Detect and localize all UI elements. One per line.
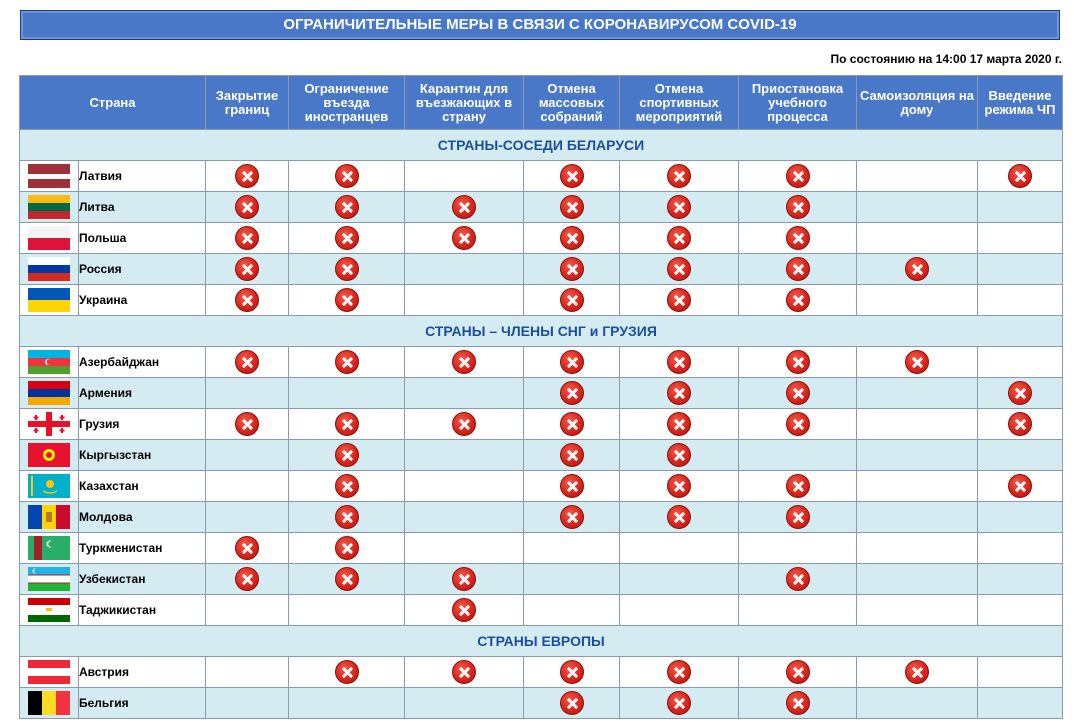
x-mark-icon [667, 195, 691, 219]
azerbaijan-flag [28, 350, 70, 374]
table-row [20, 657, 1063, 688]
cell-entry-restriction [289, 502, 405, 533]
cell-self-isolation [857, 378, 978, 409]
poland-flag [28, 226, 70, 250]
x-mark-icon [667, 381, 691, 405]
x-mark-icon [667, 288, 691, 312]
cell-border-closure [206, 285, 289, 316]
cell-education [739, 378, 857, 409]
cell-education [739, 440, 857, 471]
cell-entry-restriction [289, 533, 405, 564]
cell-education [739, 657, 857, 688]
cell-self-isolation [857, 223, 978, 254]
table-row [20, 254, 1063, 285]
cell-sports-events [620, 285, 739, 316]
x-mark-icon [667, 164, 691, 188]
x-mark-icon [560, 381, 584, 405]
x-mark-icon [667, 691, 691, 715]
cell-entry-restriction [289, 378, 405, 409]
cell-entry-restriction [289, 285, 405, 316]
x-mark-icon [452, 226, 476, 250]
cell-entry-restriction [289, 192, 405, 223]
cell-education [739, 409, 857, 440]
x-mark-icon [235, 257, 259, 281]
x-mark-icon [905, 257, 929, 281]
column-header-emergency: Введение режима ЧП [978, 76, 1063, 130]
flag-cell [20, 192, 79, 223]
country-name: Узбекистан [79, 564, 206, 595]
country-name: Таджикистан [79, 595, 206, 626]
cell-border-closure [206, 223, 289, 254]
table-row [20, 192, 1063, 223]
cell-self-isolation [857, 409, 978, 440]
cell-quarantine [405, 533, 524, 564]
country-name: Бельгия [79, 688, 206, 719]
x-mark-icon [452, 350, 476, 374]
cell-quarantine [405, 285, 524, 316]
cell-mass-gatherings [524, 595, 620, 626]
cell-quarantine [405, 347, 524, 378]
kazakhstan-flag [28, 474, 70, 498]
cell-emergency [978, 378, 1063, 409]
cell-self-isolation [857, 595, 978, 626]
cell-sports-events [620, 223, 739, 254]
cell-self-isolation [857, 285, 978, 316]
cell-mass-gatherings [524, 378, 620, 409]
country-name: Азербайджан [79, 347, 206, 378]
x-mark-icon [452, 195, 476, 219]
section-row [20, 316, 1063, 347]
flag-cell [20, 347, 79, 378]
cell-sports-events [620, 409, 739, 440]
x-mark-icon [235, 226, 259, 250]
x-mark-icon [1008, 381, 1032, 405]
cell-education [739, 192, 857, 223]
cell-entry-restriction [289, 595, 405, 626]
cell-education [739, 161, 857, 192]
lithuania-flag [28, 195, 70, 219]
cell-border-closure [206, 440, 289, 471]
cell-entry-restriction [289, 347, 405, 378]
cell-self-isolation [857, 502, 978, 533]
x-mark-icon [667, 660, 691, 684]
cell-mass-gatherings [524, 409, 620, 440]
cell-quarantine [405, 471, 524, 502]
x-mark-icon [560, 257, 584, 281]
cell-entry-restriction [289, 161, 405, 192]
x-mark-icon [786, 412, 810, 436]
date-line: По состоянию на 14:00 17 марта 2020 г. [830, 52, 1062, 66]
cell-entry-restriction [289, 440, 405, 471]
cell-education [739, 347, 857, 378]
turkmenistan-flag [28, 536, 70, 560]
x-mark-icon [667, 257, 691, 281]
cell-mass-gatherings [524, 285, 620, 316]
x-mark-icon [560, 443, 584, 467]
cell-education [739, 595, 857, 626]
country-name: Австрия [79, 657, 206, 688]
flag-cell [20, 409, 79, 440]
cell-border-closure [206, 378, 289, 409]
cell-entry-restriction [289, 688, 405, 719]
cell-education [739, 502, 857, 533]
cell-education [739, 564, 857, 595]
cell-emergency [978, 192, 1063, 223]
x-mark-icon [560, 660, 584, 684]
cell-emergency [978, 409, 1063, 440]
section-title: СТРАНЫ – ЧЛЕНЫ СНГ и ГРУЗИЯ [20, 316, 1063, 347]
x-mark-icon [335, 226, 359, 250]
armenia-flag [28, 381, 70, 405]
x-mark-icon [786, 226, 810, 250]
flag-cell [20, 254, 79, 285]
table-row [20, 285, 1063, 316]
table-row [20, 595, 1063, 626]
cell-education [739, 254, 857, 285]
table-row [20, 471, 1063, 502]
kyrgyzstan-flag [28, 443, 70, 467]
x-mark-icon [335, 195, 359, 219]
x-mark-icon [786, 257, 810, 281]
cell-sports-events [620, 254, 739, 285]
x-mark-icon [560, 691, 584, 715]
section-title: СТРАНЫ-СОСЕДИ БЕЛАРУСИ [20, 130, 1063, 161]
country-name: Казахстан [79, 471, 206, 502]
x-mark-icon [786, 567, 810, 591]
column-header-mass-gatherings: Отмена массовых собраний [524, 76, 620, 130]
x-mark-icon [335, 536, 359, 560]
cell-emergency [978, 564, 1063, 595]
table-row [20, 347, 1063, 378]
x-mark-icon [905, 350, 929, 374]
country-name: Армения [79, 378, 206, 409]
cell-mass-gatherings [524, 161, 620, 192]
column-header-quarantine: Карантин для въезжающих в страну [405, 76, 524, 130]
x-mark-icon [452, 412, 476, 436]
x-mark-icon [1008, 164, 1032, 188]
country-name: Польша [79, 223, 206, 254]
cell-border-closure [206, 347, 289, 378]
cell-emergency [978, 471, 1063, 502]
cell-border-closure [206, 533, 289, 564]
x-mark-icon [786, 474, 810, 498]
x-mark-icon [786, 195, 810, 219]
cell-sports-events [620, 471, 739, 502]
x-mark-icon [667, 412, 691, 436]
cell-mass-gatherings [524, 564, 620, 595]
x-mark-icon [786, 164, 810, 188]
flag-cell [20, 533, 79, 564]
cell-education [739, 533, 857, 564]
cell-sports-events [620, 564, 739, 595]
table-row [20, 688, 1063, 719]
flag-cell [20, 564, 79, 595]
uzbekistan-flag [28, 567, 70, 591]
cell-self-isolation [857, 440, 978, 471]
cell-sports-events [620, 533, 739, 564]
column-header-self-isolation: Самоизоляция на дому [857, 76, 978, 130]
x-mark-icon [452, 598, 476, 622]
cell-emergency [978, 595, 1063, 626]
russia-flag [28, 257, 70, 281]
cell-quarantine [405, 502, 524, 533]
cell-self-isolation [857, 564, 978, 595]
table-row [20, 161, 1063, 192]
x-mark-icon [786, 381, 810, 405]
x-mark-icon [335, 474, 359, 498]
cell-sports-events [620, 595, 739, 626]
x-mark-icon [335, 443, 359, 467]
cell-sports-events [620, 502, 739, 533]
header-row [20, 76, 1063, 130]
cell-emergency [978, 254, 1063, 285]
table-row [20, 564, 1063, 595]
cell-mass-gatherings [524, 657, 620, 688]
country-name: Грузия [79, 409, 206, 440]
table-row [20, 502, 1063, 533]
x-mark-icon [335, 350, 359, 374]
x-mark-icon [667, 505, 691, 529]
ukraine-flag [28, 288, 70, 312]
flag-cell [20, 688, 79, 719]
country-name: Литва [79, 192, 206, 223]
column-header-sports-events: Отмена спортивных мероприятий [620, 76, 739, 130]
cell-sports-events [620, 347, 739, 378]
flag-cell [20, 502, 79, 533]
cell-sports-events [620, 378, 739, 409]
cell-sports-events [620, 440, 739, 471]
flag-cell [20, 657, 79, 688]
flag-cell [20, 285, 79, 316]
table-row [20, 378, 1063, 409]
cell-mass-gatherings [524, 223, 620, 254]
cell-emergency [978, 440, 1063, 471]
flag-cell [20, 440, 79, 471]
x-mark-icon [786, 660, 810, 684]
cell-quarantine [405, 657, 524, 688]
cell-emergency [978, 223, 1063, 254]
cell-education [739, 223, 857, 254]
cell-border-closure [206, 688, 289, 719]
cell-entry-restriction [289, 409, 405, 440]
cell-self-isolation [857, 471, 978, 502]
cell-quarantine [405, 688, 524, 719]
x-mark-icon [560, 195, 584, 219]
cell-quarantine [405, 192, 524, 223]
x-mark-icon [667, 226, 691, 250]
cell-quarantine [405, 564, 524, 595]
section-row [20, 130, 1063, 161]
cell-sports-events [620, 192, 739, 223]
x-mark-icon [560, 226, 584, 250]
country-name: Туркменистан [79, 533, 206, 564]
belgium-flag [28, 691, 70, 715]
page-title: ОГРАНИЧИТЕЛЬНЫЕ МЕРЫ В СВЯЗИ С КОРОНАВИРУСОМ COVID-19 [20, 10, 1060, 40]
cell-self-isolation [857, 657, 978, 688]
country-name: Кыргызстан [79, 440, 206, 471]
table-row [20, 440, 1063, 471]
x-mark-icon [786, 505, 810, 529]
x-mark-icon [335, 164, 359, 188]
x-mark-icon [667, 350, 691, 374]
country-name: Россия [79, 254, 206, 285]
flag-cell [20, 161, 79, 192]
x-mark-icon [667, 474, 691, 498]
x-mark-icon [452, 660, 476, 684]
cell-border-closure [206, 192, 289, 223]
cell-self-isolation [857, 192, 978, 223]
x-mark-icon [560, 505, 584, 529]
x-mark-icon [335, 660, 359, 684]
table-row [20, 533, 1063, 564]
cell-quarantine [405, 440, 524, 471]
x-mark-icon [335, 288, 359, 312]
x-mark-icon [335, 412, 359, 436]
x-mark-icon [786, 288, 810, 312]
x-mark-icon [235, 164, 259, 188]
cell-quarantine [405, 254, 524, 285]
cell-border-closure [206, 595, 289, 626]
cell-emergency [978, 285, 1063, 316]
x-mark-icon [560, 412, 584, 436]
restrictions-table [19, 75, 1063, 719]
cell-border-closure [206, 564, 289, 595]
x-mark-icon [235, 412, 259, 436]
cell-entry-restriction [289, 564, 405, 595]
cell-quarantine [405, 595, 524, 626]
tajikistan-flag [28, 598, 70, 622]
x-mark-icon [560, 164, 584, 188]
x-mark-icon [452, 567, 476, 591]
cell-education [739, 471, 857, 502]
cell-mass-gatherings [524, 533, 620, 564]
table-row [20, 409, 1063, 440]
x-mark-icon [235, 536, 259, 560]
x-mark-icon [235, 195, 259, 219]
moldova-flag [28, 505, 70, 529]
cell-quarantine [405, 378, 524, 409]
cell-mass-gatherings [524, 440, 620, 471]
cell-mass-gatherings [524, 688, 620, 719]
cell-self-isolation [857, 254, 978, 285]
cell-quarantine [405, 223, 524, 254]
flag-cell [20, 378, 79, 409]
flag-cell [20, 471, 79, 502]
x-mark-icon [235, 350, 259, 374]
cell-mass-gatherings [524, 192, 620, 223]
table-row [20, 223, 1063, 254]
cell-self-isolation [857, 347, 978, 378]
country-name: Молдова [79, 502, 206, 533]
cell-quarantine [405, 409, 524, 440]
x-mark-icon [235, 288, 259, 312]
cell-self-isolation [857, 533, 978, 564]
column-header-border-closure: Закрытие границ [206, 76, 289, 130]
cell-self-isolation [857, 161, 978, 192]
cell-sports-events [620, 161, 739, 192]
x-mark-icon [560, 474, 584, 498]
cell-border-closure [206, 254, 289, 285]
column-header-country: Страна [20, 76, 206, 130]
cell-border-closure [206, 161, 289, 192]
cell-emergency [978, 688, 1063, 719]
cell-entry-restriction [289, 254, 405, 285]
x-mark-icon [905, 660, 929, 684]
cell-sports-events [620, 688, 739, 719]
flag-cell [20, 595, 79, 626]
cell-border-closure [206, 409, 289, 440]
x-mark-icon [1008, 412, 1032, 436]
flag-cell [20, 223, 79, 254]
x-mark-icon [786, 691, 810, 715]
georgia-flag [28, 412, 70, 436]
cell-entry-restriction [289, 471, 405, 502]
cell-entry-restriction [289, 657, 405, 688]
cell-emergency [978, 347, 1063, 378]
cell-education [739, 688, 857, 719]
cell-border-closure [206, 502, 289, 533]
cell-sports-events [620, 657, 739, 688]
x-mark-icon [560, 350, 584, 374]
x-mark-icon [235, 567, 259, 591]
x-mark-icon [667, 443, 691, 467]
cell-quarantine [405, 161, 524, 192]
austria-flag [28, 660, 70, 684]
x-mark-icon [1008, 474, 1032, 498]
cell-education [739, 285, 857, 316]
cell-self-isolation [857, 688, 978, 719]
latvia-flag [28, 164, 70, 188]
cell-mass-gatherings [524, 347, 620, 378]
cell-mass-gatherings [524, 502, 620, 533]
cell-emergency [978, 533, 1063, 564]
cell-entry-restriction [289, 223, 405, 254]
cell-emergency [978, 161, 1063, 192]
column-header-education: Приостановка учебного процесса [739, 76, 857, 130]
section-row [20, 626, 1063, 657]
x-mark-icon [335, 257, 359, 281]
cell-mass-gatherings [524, 254, 620, 285]
x-mark-icon [335, 567, 359, 591]
cell-mass-gatherings [524, 471, 620, 502]
cell-emergency [978, 502, 1063, 533]
country-name: Украина [79, 285, 206, 316]
column-header-entry-restriction: Ограничение въезда иностранцев [289, 76, 405, 130]
cell-border-closure [206, 657, 289, 688]
x-mark-icon [335, 505, 359, 529]
x-mark-icon [786, 350, 810, 374]
cell-emergency [978, 657, 1063, 688]
section-title: СТРАНЫ ЕВРОПЫ [20, 626, 1063, 657]
cell-border-closure [206, 471, 289, 502]
x-mark-icon [560, 288, 584, 312]
country-name: Латвия [79, 161, 206, 192]
